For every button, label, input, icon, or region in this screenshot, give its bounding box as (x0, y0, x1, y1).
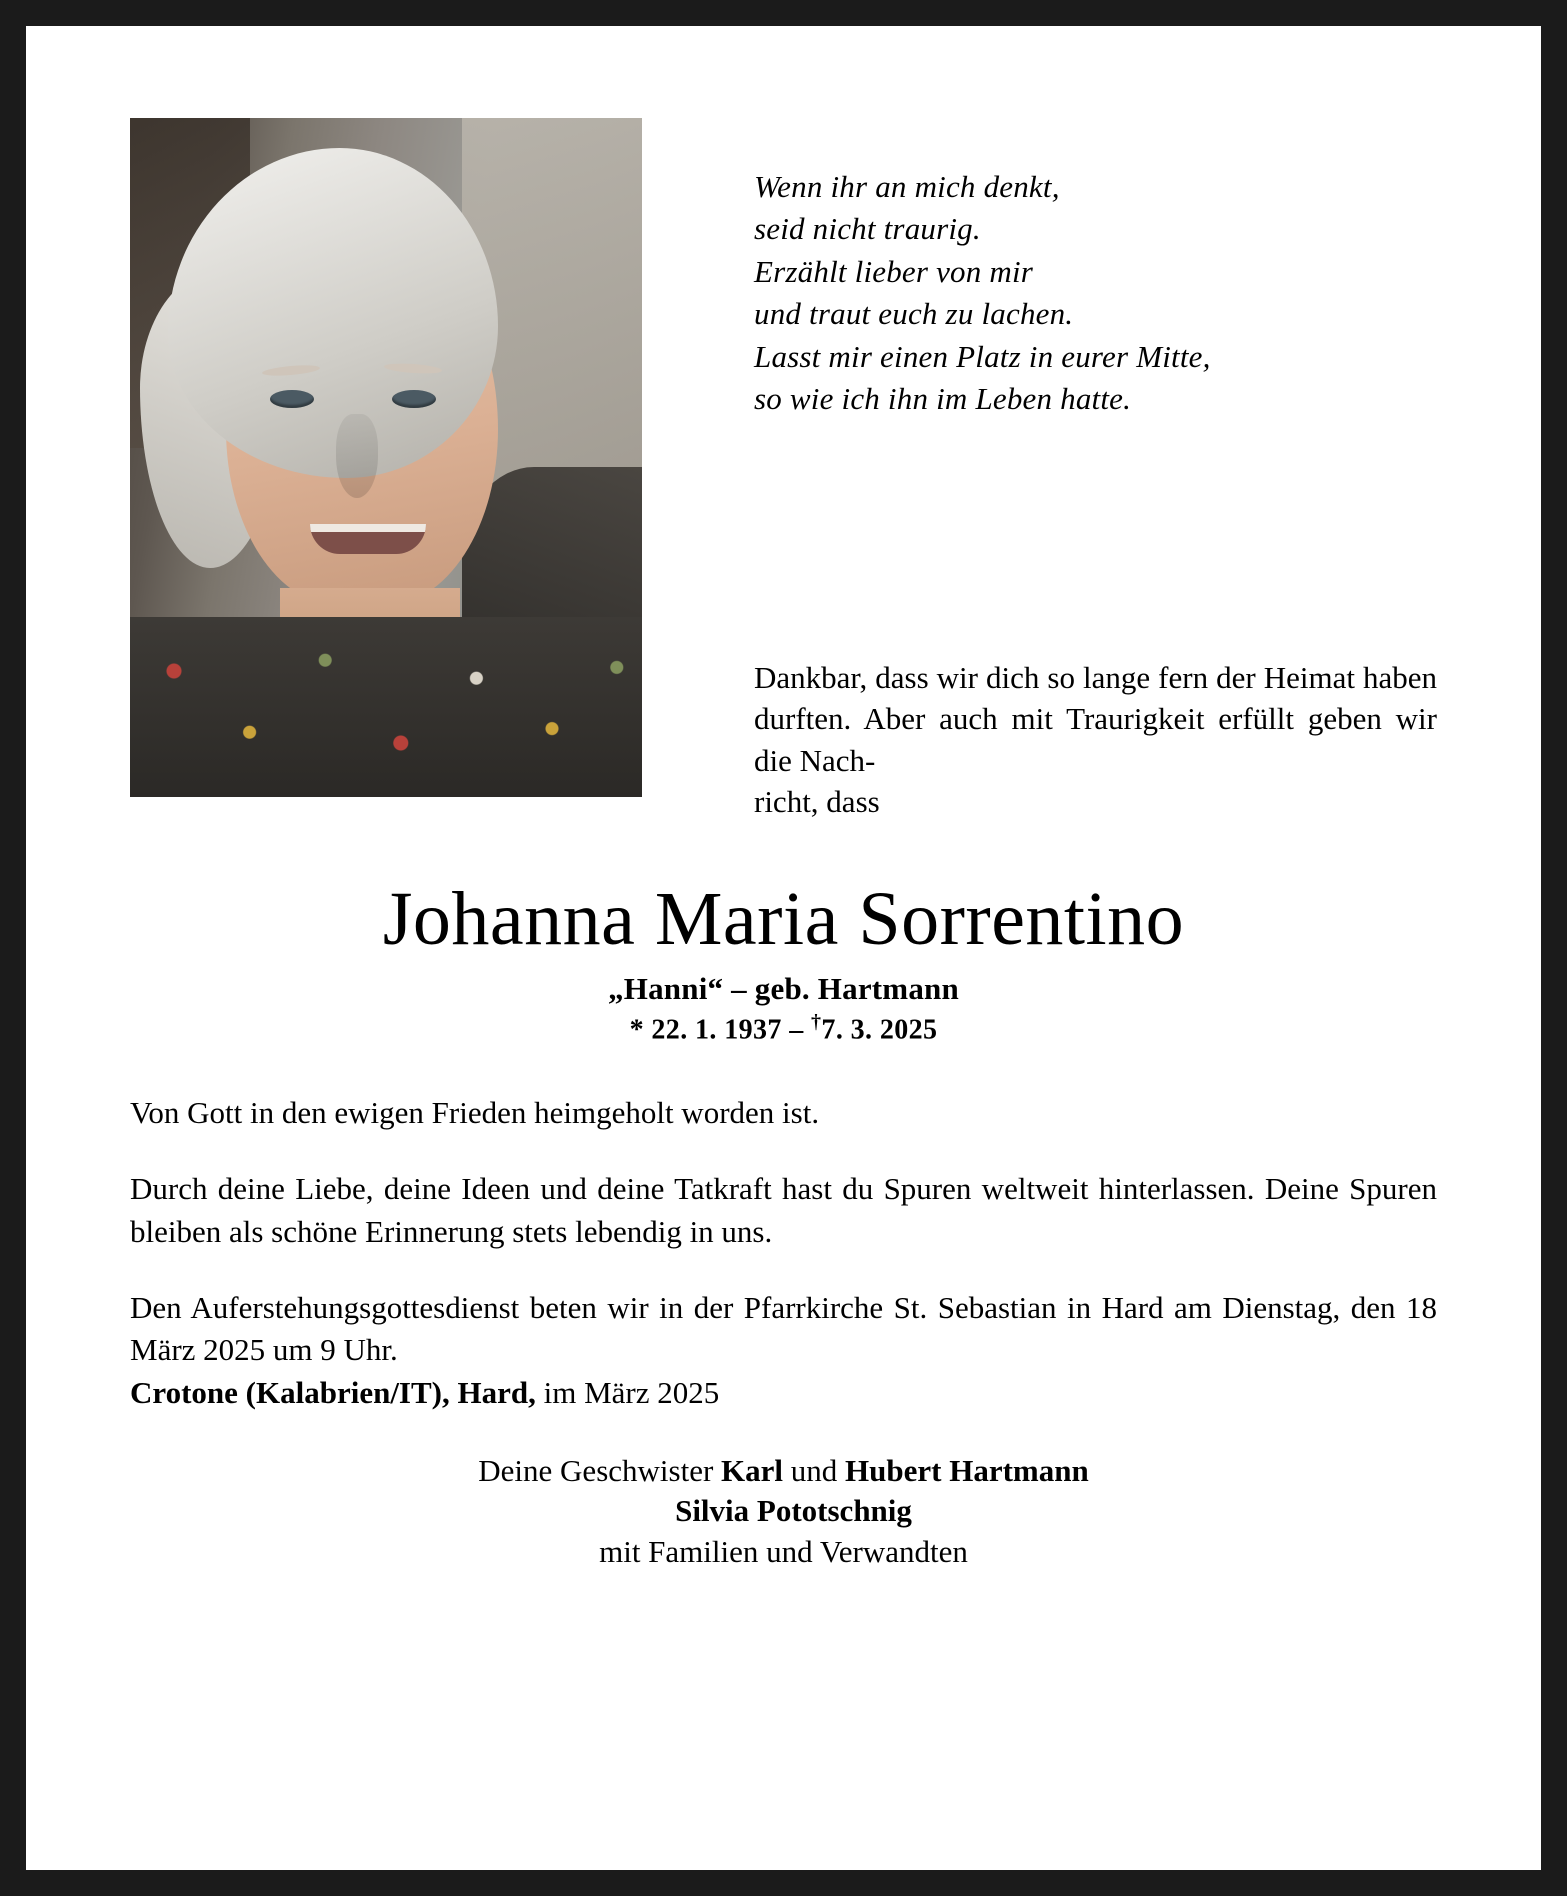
quote-line-6: so wie ich ihn im Leben hatte. (754, 381, 1132, 417)
deceased-name: Johanna Maria Sorrentino (382, 876, 1185, 961)
quote-line-4: und traut euch zu lachen. (754, 296, 1074, 332)
paragraph-3: Den Auferstehungsgottesdienst beten wir in der Pfarrkirche St. Sebastian in Hard am Dienstag, den 18 März 2025 um 9 Uhr. (130, 1289, 1437, 1367)
birth-date: 22. 1. 1937 (651, 1014, 782, 1046)
death-date: 7. 3. 2025 (821, 1014, 938, 1046)
place-and-date (130, 1375, 1437, 1411)
quote-line-1: Wenn ihr an mich denkt, (754, 169, 1060, 204)
cross-symbol: † (811, 1010, 822, 1033)
obituary-card (26, 26, 1541, 1870)
name-block (130, 876, 1437, 1046)
place-names: Crotone (Kalabrien/IT), Hard, (130, 1375, 536, 1411)
birth-symbol: * (629, 1014, 644, 1046)
top-section (130, 118, 1437, 823)
family-signature (130, 1451, 1437, 1572)
family-name-karl: Karl (721, 1453, 784, 1489)
intro-main: Dankbar, dass wir dich so lange fern der Heimat haben durften. Aber auch mit Traurigkeit erfüllt geben wir die Nach- (754, 659, 1437, 778)
portrait-photo (130, 118, 642, 797)
family-name-hubert: Hubert Hartmann (845, 1453, 1089, 1489)
quote-column (642, 118, 1437, 823)
family-line-1 (130, 1451, 1437, 1491)
family-prefix: Deine Geschwister (478, 1453, 722, 1489)
photo-mouth (310, 524, 426, 554)
paragraph-1: Von Gott in den ewigen Frieden heimgeholt worden ist. (130, 1095, 820, 1131)
body-text (130, 1092, 1437, 1371)
photo-nose (336, 414, 378, 498)
photo-sweater (130, 617, 642, 797)
deceased-nickname: „Hanni“ – geb. Hartmann (608, 970, 959, 1006)
photo-eye-right (392, 390, 436, 408)
place-month: im März 2025 (535, 1375, 720, 1411)
quote-line-3: Erzählt lieber von mir (754, 253, 1034, 289)
family-line-3: mit Familien und Verwandten (599, 1533, 968, 1569)
paragraph-2: Durch deine Liebe, deine Ideen und deine Tatkraft hast du Spuren weltweit hinterlassen. Deine Spuren bleiben als schöne Erinnerung stets lebendig in uns. (130, 1171, 1437, 1249)
life-dates (130, 1011, 1437, 1046)
intro-last-line: richt, dass (754, 784, 880, 820)
family-name-silvia: Silvia Pototschnig (675, 1493, 912, 1529)
quote-line-2: seid nicht traurig. (754, 211, 981, 247)
intro-text (754, 657, 1437, 823)
date-separator: – (789, 1014, 804, 1046)
memorial-quote (754, 166, 1437, 421)
quote-line-5: Lasst mir einen Platz in eurer Mitte, (754, 338, 1211, 374)
family-conjunction: und (783, 1453, 846, 1489)
photo-eye-left (270, 390, 314, 408)
portrait-container (130, 118, 642, 797)
